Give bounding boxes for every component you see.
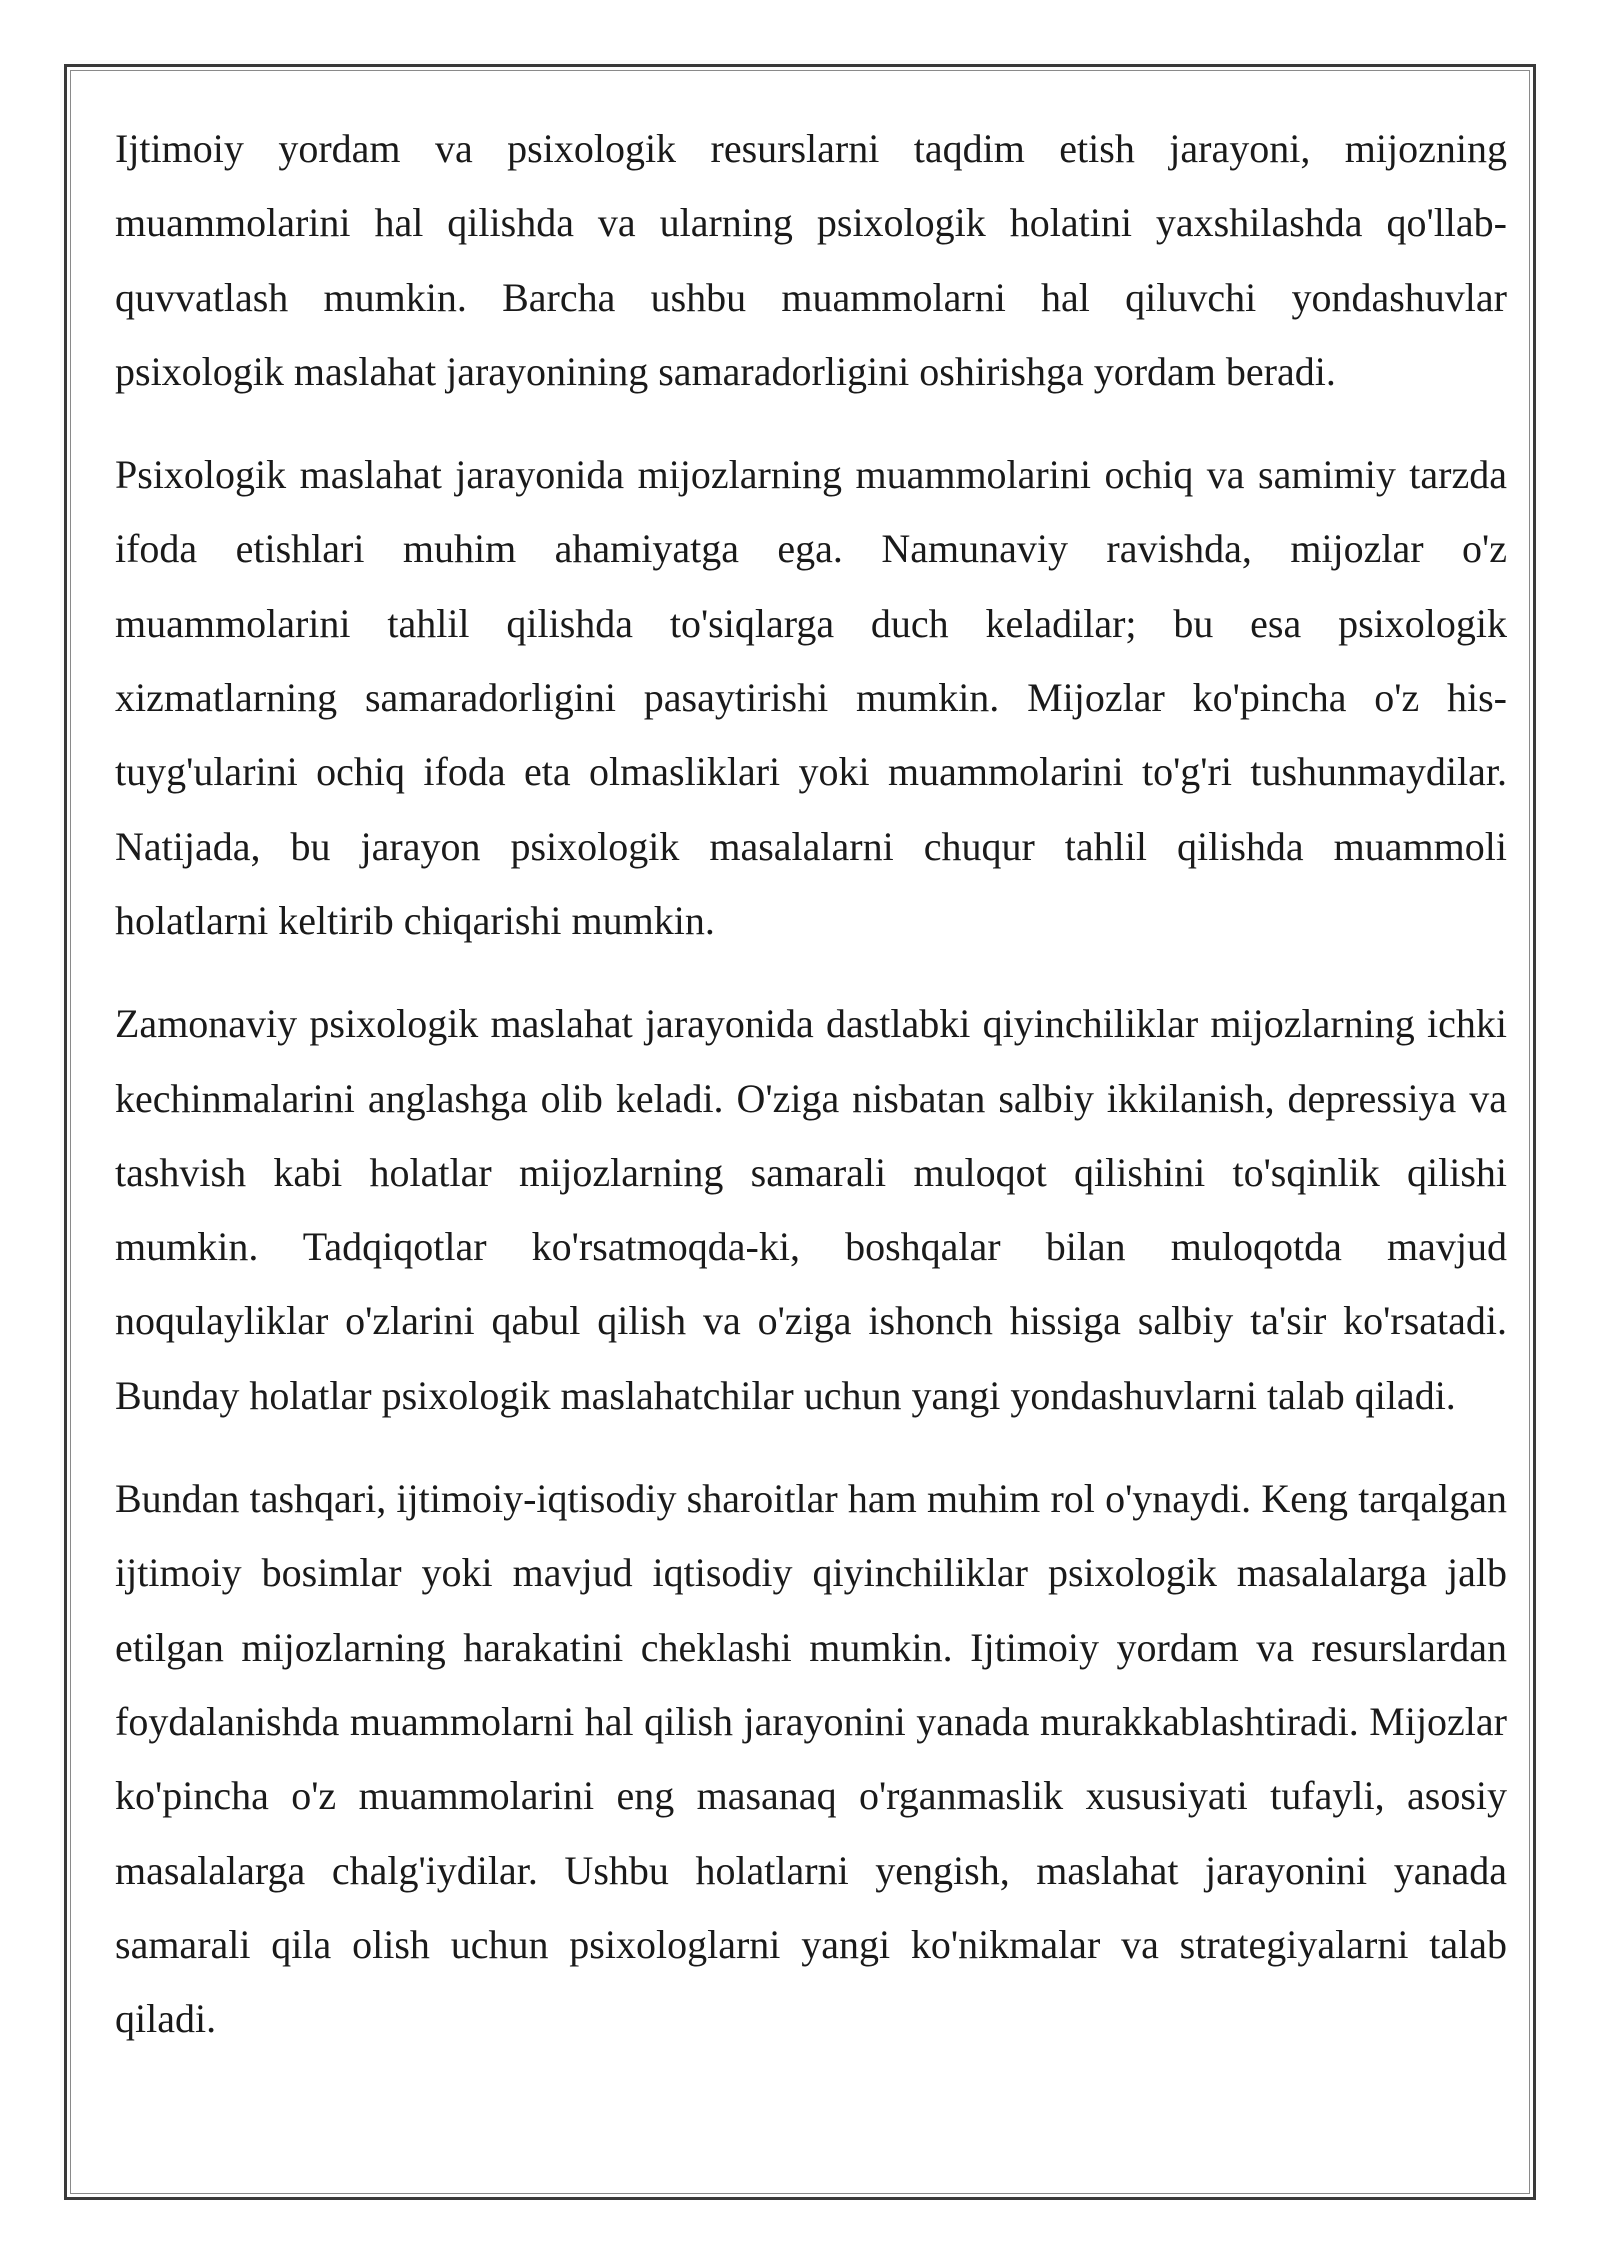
paragraph: Bundan tashqari, ijtimoiy-iqtisodiy sharoitlar ham muhim rol o'ynaydi. Keng tarqalgan ijtimoiy bosimlar yoki mavjud iqtisodiy qiyinchiliklar psixologik masalalarga jalb etilgan mijozlarning harakatini cheklashi mumkin. Ijtimoiy yordam va resurslardan foydalanishda muammolarni hal qilish jarayonini yanada murakkablashtiradi. Mijozlar ko'pincha o'z muammolarini eng masanaq o'rganmaslik xususiyati tufayli, asosiy masalalarga chalg'iydilar. Ushbu holatlarni yengish, maslahat jarayonini yanada samarali qila olish uchun psixologlarni yangi ko'nikmalar va strategiyalarni talab qiladi. — [115, 1476, 1507, 2042]
document-body — [115, 112, 1507, 2085]
paragraph: Ijtimoiy yordam va psixologik resurslarni taqdim etish jarayoni, mijozning muammolarini hal qilishda va ularning psixologik holatini yaxshilashda qo'llab-quvvatlash mumkin. Barcha ushbu muammolarni hal qiluvchi yondashuvlar psixologik maslahat jarayonining samaradorligini oshirishga yordam beradi. — [115, 126, 1507, 394]
paragraph: Psixologik maslahat jarayonida mijozlarning muammolarini ochiq va samimiy tarzda ifoda etishlari muhim ahamiyatga ega. Namunaviy ravishda, mijozlar o'z muammolarini tahlil qilishda to'siqlarga duch keladilar; bu esa psixologik xizmatlarning samaradorligini pasaytirishi mumkin. Mijozlar ko'pincha o'z his-tuyg'ularini ochiq ifoda eta olmasliklari yoki muammolarini to'g'ri tushunmaydilar. Natijada, bu jarayon psixologik masalalarni chuqur tahlil qilishda muammoli holatlarni keltirib chiqarishi mumkin. — [115, 452, 1507, 943]
paragraph: Zamonaviy psixologik maslahat jarayonida dastlabki qiyinchiliklar mijozlarning ichki kechinmalarini anglashga olib keladi. O'ziga nisbatan salbiy ikkilanish, depressiya va tashvish kabi holatlar mijozlarning samarali muloqot qilishini to'sqinlik qilishi mumkin. Tadqiqotlar ko'rsatmoqda-ki, boshqalar bilan muloqotda mavjud noqulayliklar o'zlarini qabul qilish va o'ziga ishonch hissiga salbiy ta'sir ko'rsatadi. Bunday holatlar psixologik maslahatchilar uchun yangi yondashuvlarni talab qiladi. — [115, 1001, 1507, 1418]
